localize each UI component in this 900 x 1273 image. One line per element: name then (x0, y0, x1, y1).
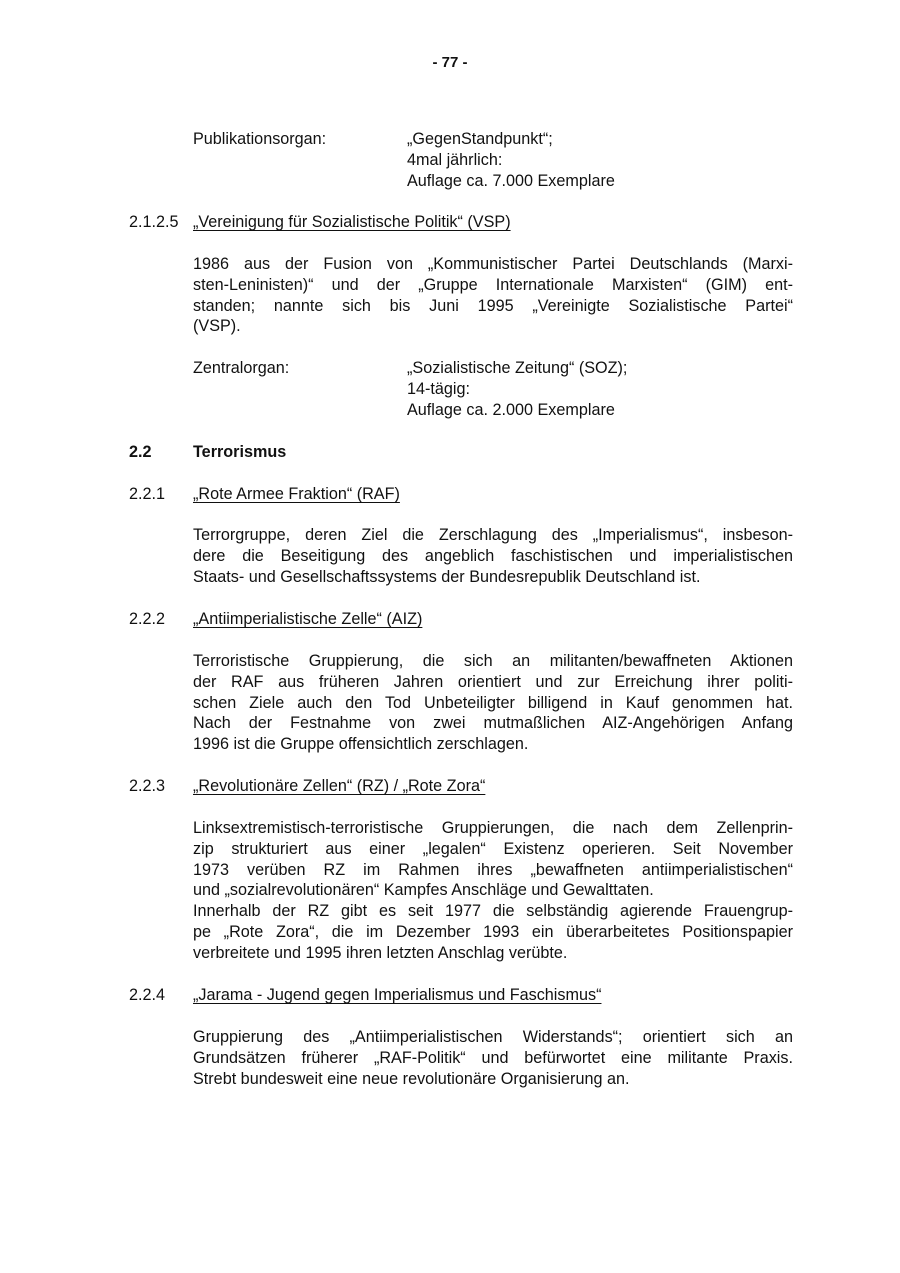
central-organ-value (407, 358, 627, 420)
central-organ-line: Auflage ca. 2.000 Exemplare (407, 400, 615, 419)
section-title: „Antiimperialistische Zelle“ (AIZ) (193, 610, 423, 628)
text-line: Linksextremistisch-terroristische Gruppierungen, die nach dem Zellenprin- (193, 819, 793, 837)
text-line: der RAF aus früheren Jahren orientiert und zur Erreichung ihrer politi- (193, 672, 793, 691)
section-title: „Rote Armee Fraktion“ (RAF) (193, 485, 400, 503)
paragraph-raf (193, 525, 793, 587)
section-number: 2.2.4 (129, 986, 166, 1004)
page-number: - 77 - (432, 54, 468, 71)
text-line: sten-Leninisten)“ und der „Gruppe Internationale Marxisten“ (GIM) ent- (193, 275, 793, 294)
section-number: 2.2 (129, 443, 152, 461)
text-line: Nach der Festnahme von zwei mutmaßlichen AIZ-Angehörigen Anfang (193, 714, 793, 733)
text-line: standen; nannte sich bis Juni 1995 „Vereinigte Sozialistische Partei“ (193, 296, 793, 315)
text-line: verbreitete und 1995 ihren letzten Anschlag verübte. (193, 943, 568, 962)
text-line: zip strukturiert aus einer „legalen“ Existenz operieren. Seit November (193, 839, 793, 858)
paragraph-jarama (193, 1027, 793, 1089)
section-title: „Vereinigung für Sozialistische Politik“ (VSP) (193, 213, 511, 231)
text-line: schen Ziele auch den Tod Unbeteiligter billigend in Kauf genommen hat. (193, 693, 793, 712)
text-line: Innerhalb der RZ gibt es seit 1977 die selbständig agierende Frauengrup- (193, 902, 793, 921)
paragraph-aiz (193, 651, 793, 755)
publication-organ-label: Publikationsorgan: (193, 130, 327, 148)
section-number: 2.2.1 (129, 485, 166, 503)
central-organ-line: 14-tägig: (407, 379, 470, 398)
text-line: Staats- und Gesellschaftssystems der Bundesrepublik Deutschland ist. (193, 567, 701, 586)
section-number: 2.2.2 (129, 610, 166, 628)
text-line: Terrorgruppe, deren Ziel die Zerschlagung des „Imperialismus“, insbeson- (193, 526, 793, 544)
section-title: Terrorismus (193, 443, 287, 461)
section-title: „Jarama - Jugend gegen Imperialismus und Faschismus“ (193, 986, 602, 1004)
text-line: dere die Beseitigung des angeblich faschistischen und imperialistischen (193, 546, 793, 565)
section-number: 2.1.2.5 (129, 213, 179, 231)
section-title: „Revolutionäre Zellen“ (RZ) / „Rote Zora“ (193, 777, 486, 795)
central-organ-line: „Sozialistische Zeitung“ (SOZ); (407, 359, 628, 377)
text-line: (VSP). (193, 317, 241, 336)
paragraph-vsp (193, 254, 793, 337)
text-line: und „sozialrevolutionären“ Kampfes Anschläge und Gewalttaten. (193, 881, 654, 900)
text-line: 1996 ist die Gruppe offensichtlich zerschlagen. (193, 735, 529, 754)
text-line: Grundsätzen früherer „RAF-Politik“ und befürwortet eine militante Praxis. (193, 1048, 793, 1067)
text-line: Strebt bundesweit eine neue revolutionäre Organisierung an. (193, 1069, 630, 1088)
publication-organ-value (407, 129, 615, 191)
text-line: 1986 aus der Fusion von „Kommunistischer Partei Deutschlands (Marxi- (193, 255, 793, 273)
central-organ-label: Zentralorgan: (193, 359, 290, 377)
text-line: Terroristische Gruppierung, die sich an militanten/bewaffneten Aktionen (193, 652, 793, 670)
text-line: 1973 verüben RZ im Rahmen ihres „bewaffneten antiimperialistischen“ (193, 860, 793, 879)
publication-organ-line: Auflage ca. 7.000 Exemplare (407, 171, 615, 190)
text-line: Gruppierung des „Antiimperialistischen Widerstands“; orientiert sich an (193, 1028, 793, 1046)
publication-organ-line: 4mal jährlich: (407, 150, 503, 169)
paragraph-rz (193, 818, 793, 964)
publication-organ-line: „GegenStandpunkt“; (407, 130, 553, 148)
section-number: 2.2.3 (129, 777, 166, 795)
text-line: pe „Rote Zora“, die im Dezember 1993 ein überarbeitetes Positionspapier (193, 922, 793, 941)
